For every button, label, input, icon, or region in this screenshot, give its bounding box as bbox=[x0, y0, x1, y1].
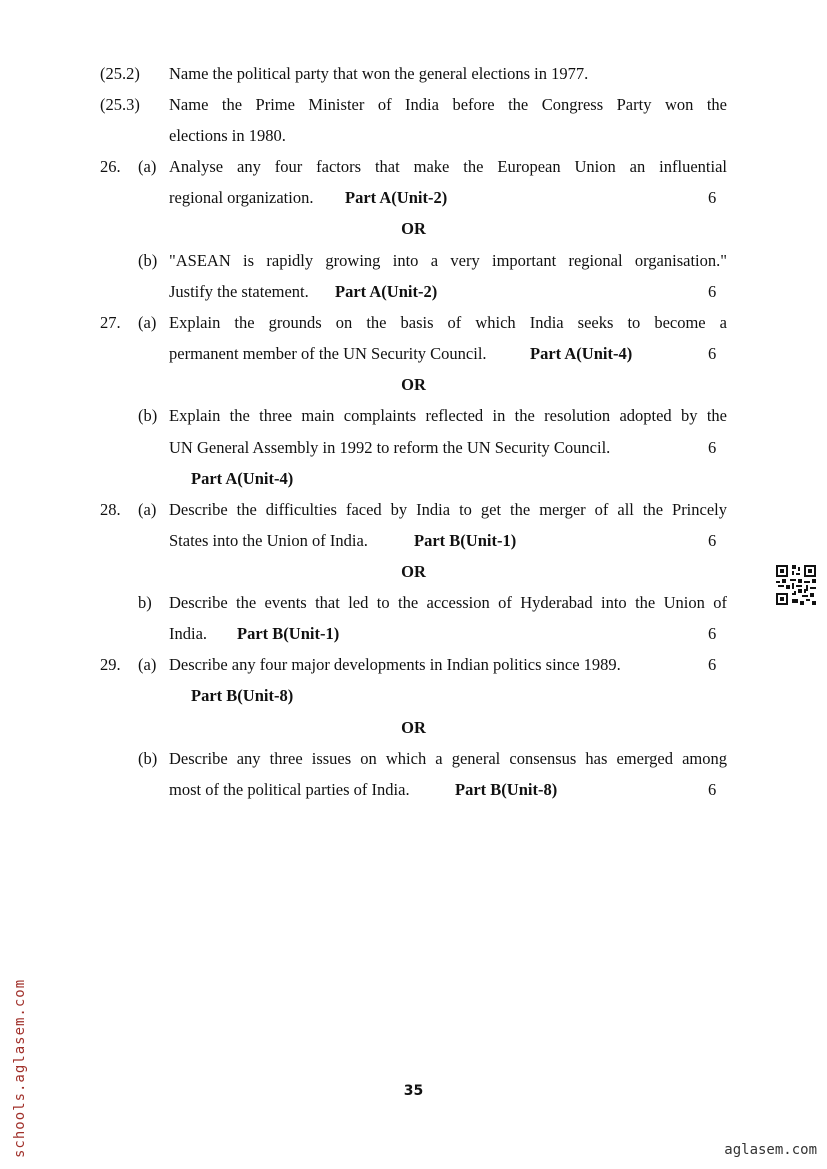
part-reference: Part B(Unit-8) bbox=[455, 780, 558, 799]
question-text: India. bbox=[169, 624, 208, 643]
question-number: (25.3) bbox=[100, 95, 140, 114]
marks: 6 bbox=[708, 188, 717, 207]
part-reference: Part A(Unit-2) bbox=[345, 188, 448, 207]
option-label: (a) bbox=[138, 655, 157, 674]
option-label: (a) bbox=[138, 157, 157, 176]
watermark-bottom: aglasem.com bbox=[724, 1142, 817, 1158]
marks: 6 bbox=[708, 282, 717, 301]
page-number: 35 bbox=[403, 1083, 424, 1099]
marks: 6 bbox=[708, 780, 717, 799]
option-label: (b) bbox=[138, 406, 158, 425]
question-text: Describe any four major developments in Indian politics since 1989. bbox=[169, 655, 621, 674]
marks: 6 bbox=[708, 655, 717, 674]
marks: 6 bbox=[708, 344, 717, 363]
qr-code-icon bbox=[776, 565, 816, 605]
question-text: "ASEAN is rapidly growing into a very important regional organisation." bbox=[169, 251, 727, 270]
question-text: Justify the statement. bbox=[169, 282, 309, 301]
question-text: Analyse any four factors that make the European Union an influential bbox=[169, 157, 727, 176]
or-divider: OR bbox=[401, 718, 426, 737]
question-text: Describe the difficulties faced by India to get the merger of all the Princely bbox=[169, 500, 727, 519]
marks: 6 bbox=[708, 624, 717, 643]
watermark-side: schools.aglasem.com bbox=[12, 978, 28, 1158]
question-number: 28. bbox=[100, 500, 121, 519]
part-reference: Part A(Unit-4) bbox=[530, 344, 633, 363]
option-label: b) bbox=[138, 593, 152, 612]
question-number: (25.2) bbox=[100, 64, 140, 83]
question-text: Explain the grounds on the basis of which India seeks to become a bbox=[169, 313, 727, 332]
option-label: (a) bbox=[138, 313, 157, 332]
question-text: Name the Prime Minister of India before the Congress Party won the bbox=[169, 95, 727, 114]
question-text: permanent member of the UN Security Council. bbox=[169, 344, 487, 363]
or-divider: OR bbox=[401, 375, 426, 394]
or-divider: OR bbox=[401, 562, 426, 581]
option-label: (b) bbox=[138, 251, 158, 270]
part-reference: Part A(Unit-2) bbox=[335, 282, 438, 301]
or-divider: OR bbox=[401, 219, 426, 238]
marks: 6 bbox=[708, 531, 717, 550]
question-text: most of the political parties of India. bbox=[169, 780, 410, 799]
question-number: 27. bbox=[100, 313, 121, 332]
question-text: elections in 1980. bbox=[169, 126, 286, 145]
question-text: Describe the events that led to the accession of Hyderabad into the Union of bbox=[169, 593, 727, 612]
question-number: 26. bbox=[100, 157, 121, 176]
question-text: Describe any three issues on which a general consensus has emerged among bbox=[169, 749, 727, 768]
question-text: UN General Assembly in 1992 to reform the UN Security Council. bbox=[169, 438, 611, 457]
option-label: (b) bbox=[138, 749, 158, 768]
question-text: Explain the three main complaints reflected in the resolution adopted by the bbox=[169, 406, 727, 425]
part-reference: Part A(Unit-4) bbox=[191, 469, 294, 488]
question-number: 29. bbox=[100, 655, 121, 674]
option-label: (a) bbox=[138, 500, 157, 519]
part-reference: Part B(Unit-1) bbox=[237, 624, 340, 643]
question-text: Name the political party that won the general elections in 1977. bbox=[169, 64, 589, 83]
part-reference: Part B(Unit-8) bbox=[191, 686, 294, 705]
question-text: regional organization. bbox=[169, 188, 314, 207]
part-reference: Part B(Unit-1) bbox=[414, 531, 517, 550]
marks: 6 bbox=[708, 438, 717, 457]
question-text: States into the Union of India. bbox=[169, 531, 368, 550]
